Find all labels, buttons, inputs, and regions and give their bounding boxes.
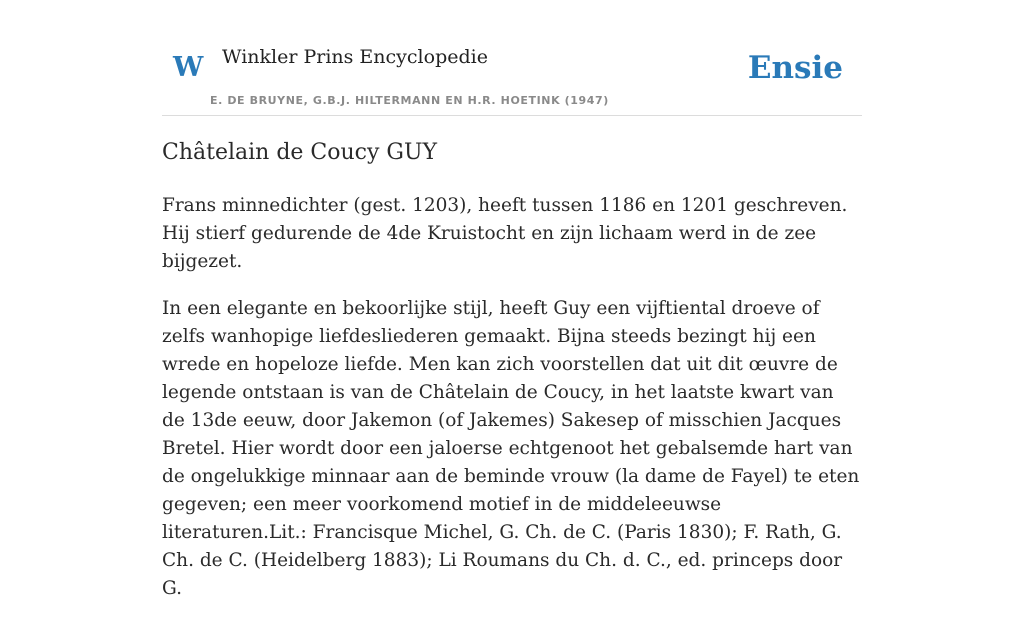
article-body [162,192,862,622]
source-authors: E. DE BRUYNE, G.B.J. HILTERMANN EN H.R. HOETINK (1947) [210,94,609,107]
source-header [162,38,862,116]
article-title: Châtelain de Coucy GUY [162,140,438,165]
article-paragraph: In een elegante en bekoorlijke stijl, heeft Guy een vijftiental droeve of zelfs wanhopige liefdesliederen gemaakt. Bijna steeds bezingt hij een wrede en hopeloze liefde. Men kan zich voorstellen dat uit dit œuvre de legende ontstaan is van de Châtelain de Coucy, in het laatste kwart van de 13de eeuw, door Jakemon (of Jakemes) Sakesep of misschien Jacques Bretel. Hier wordt door een jaloerse echtgenoot het gebalsemde hart van de ongelukkige minnaar aan de beminde vrouw (la dame de Fayel) te eten gegeven; een meer voorkomend motief in de middeleeuwse literaturen.Lit.: Francisque Michel, G. Ch. de C. (Paris 1830); F. Rath, G. Ch. de C. (Heidelberg 1883); Li Roumans du Ch. d. C., ed. princeps door G. [162,298,860,599]
article-paragraph: Frans minnedichter (gest. 1203), heeft tussen 1186 en 1201 geschreven. Hij stierf gedurende de 4de Kruistocht en zijn lichaam werd in de zee bijgezet. [162,195,848,272]
source-title[interactable]: Winkler Prins Encyclopedie [222,46,488,68]
brand-logo[interactable]: Ensie [747,50,843,86]
source-logo-icon[interactable]: W [173,52,204,83]
